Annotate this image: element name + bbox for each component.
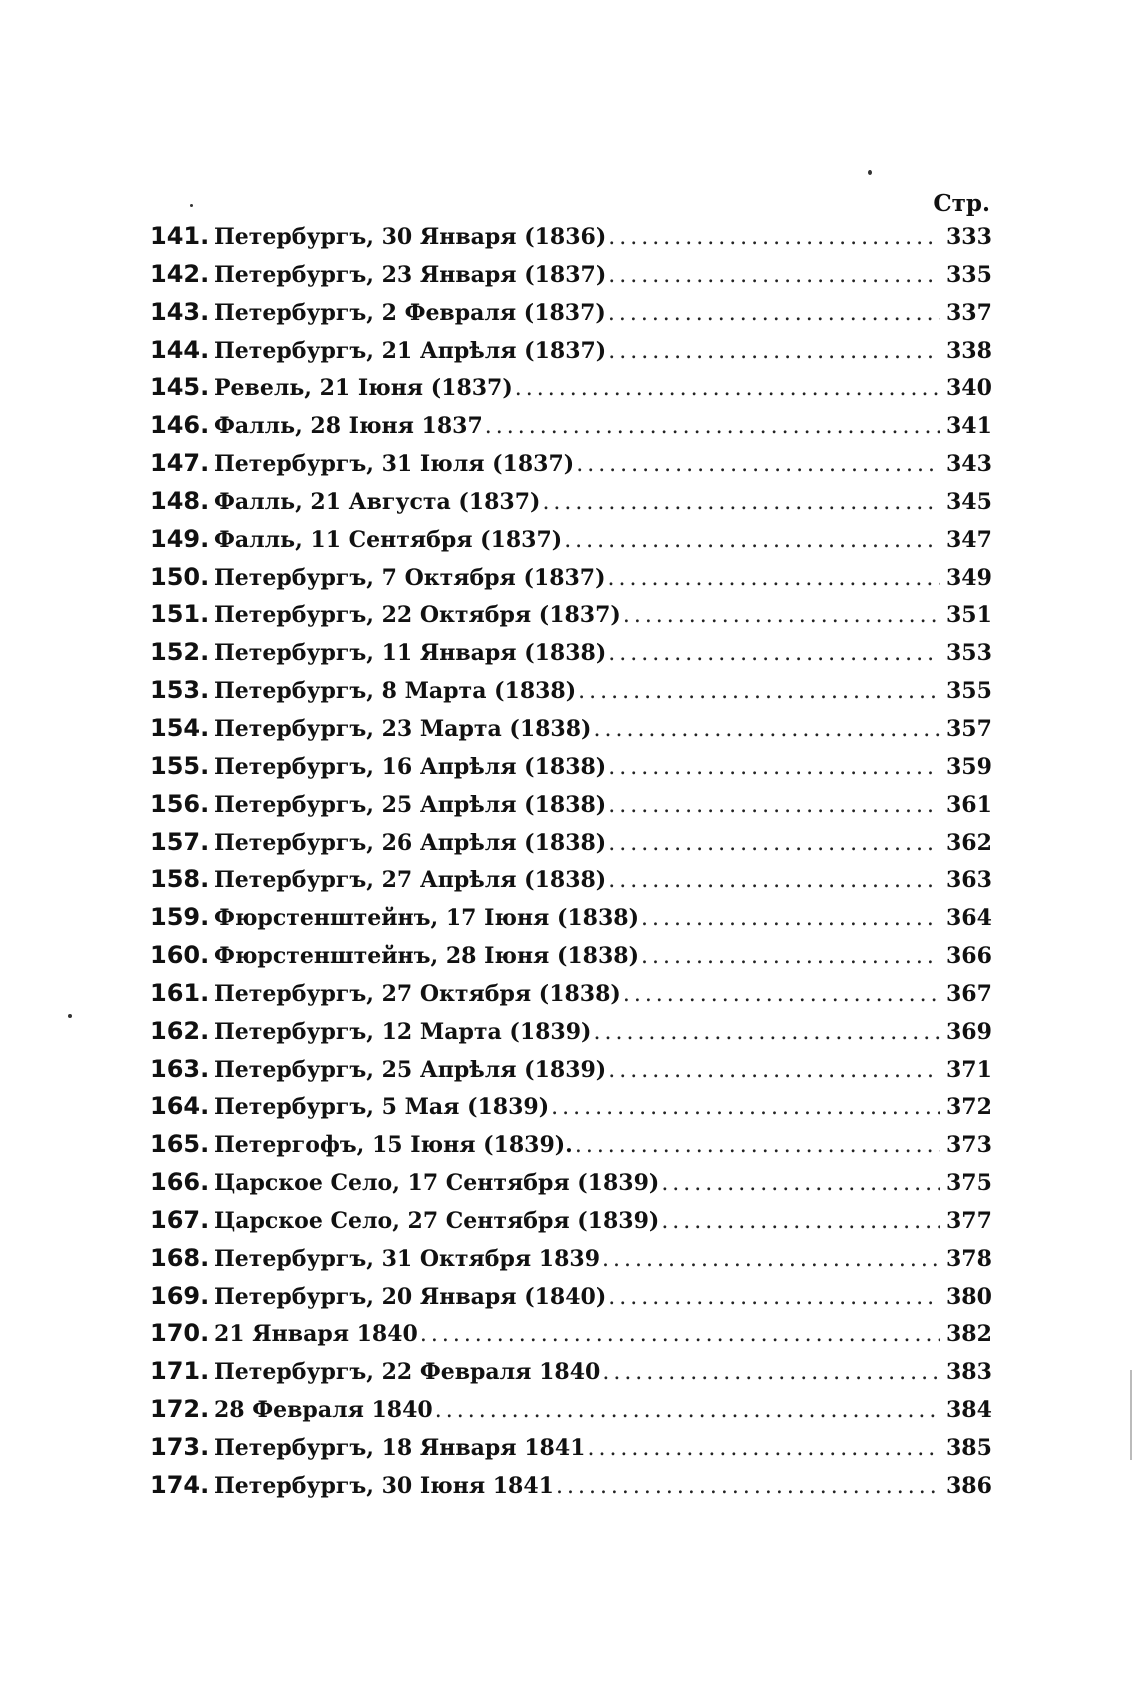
entry-title: Петербургъ, 23 Января (1837) (214, 261, 607, 288)
entry-page-number: 341 (946, 413, 992, 440)
entry-page-number: 364 (946, 905, 992, 932)
entry-number: 158. (150, 865, 210, 894)
entry-title: Петербургъ, 5 Мая (1839) (214, 1094, 550, 1121)
toc-entry (150, 1319, 990, 1357)
toc-entry (150, 563, 990, 601)
dot-leader (608, 641, 940, 666)
toc-entry (150, 487, 990, 525)
page-column-label: Стр. (933, 190, 990, 217)
dot-leader (608, 339, 940, 364)
entry-page-number: 366 (946, 943, 992, 970)
entry-number: 145. (150, 373, 210, 402)
entry-number: 160. (150, 941, 210, 970)
toc-entry (150, 373, 990, 411)
entry-number: 143. (150, 297, 210, 326)
entry-page-number: 369 (946, 1018, 992, 1045)
entry-number: 166. (150, 1168, 210, 1197)
entry-page-number: 345 (946, 488, 992, 515)
toc-entry (150, 1282, 990, 1320)
print-speck (68, 1014, 72, 1018)
dot-leader (556, 1474, 940, 1499)
dot-leader (608, 755, 940, 780)
toc-entry (150, 676, 990, 714)
entry-number: 151. (150, 600, 210, 629)
entry-title: Петербургъ, 18 Января 1841 (214, 1435, 586, 1461)
toc-entry (150, 828, 990, 866)
toc-entry (150, 1471, 990, 1509)
entry-title: Фюрстенштейнъ, 17 Іюня (1838) (214, 905, 640, 932)
toc-entry (150, 260, 990, 298)
entry-title: Петербургъ, 26 Апрѣля (1838) (214, 829, 607, 856)
toc-entry (150, 752, 990, 790)
entry-title: Петербургъ, 8 Марта (1838) (214, 678, 577, 705)
dot-leader (602, 1247, 940, 1272)
entry-title: Петербургъ, 22 Октября (1837) (214, 602, 621, 629)
entry-title: Фалль, 28 Іюня 1837 (214, 413, 483, 440)
entry-page-number: 378 (946, 1245, 992, 1272)
entry-title: Петербургъ, 25 Апрѣля (1838) (214, 791, 607, 818)
entry-number: 152. (150, 638, 210, 667)
dot-leader (593, 1020, 940, 1045)
entry-number: 141. (150, 222, 210, 250)
entry-title: Петербургъ, 23 Марта (1838) (214, 715, 592, 742)
toc-entry (150, 1055, 990, 1093)
entry-number: 148. (150, 486, 210, 515)
entry-number: 163. (150, 1054, 210, 1083)
toc-entry (150, 714, 990, 752)
entry-title: 21 Января 1840 (214, 1321, 418, 1348)
toc-entry (150, 600, 990, 638)
entry-title: Петербургъ, 27 Апрѣля (1838) (214, 867, 607, 894)
entry-number: 170. (150, 1319, 210, 1348)
dot-leader (661, 1209, 940, 1234)
entry-title: Петербургъ, 27 Октября (1838) (214, 980, 621, 1007)
entry-page-number: 361 (946, 791, 992, 818)
dot-leader (641, 906, 940, 931)
toc-entry (150, 1130, 990, 1168)
entry-title: Фюрстенштейнъ, 28 Іюня (1838) (214, 943, 640, 970)
entry-page-number: 372 (946, 1094, 992, 1121)
dot-leader (661, 1171, 940, 1196)
entry-number: 147. (150, 449, 210, 478)
entry-page-number: 338 (946, 337, 992, 364)
toc-entry (150, 941, 990, 979)
entry-page-number: 375 (946, 1170, 992, 1197)
entry-number: 155. (150, 751, 210, 780)
entry-number: 167. (150, 1205, 210, 1234)
entry-page-number: 349 (946, 564, 992, 591)
entry-page-number: 357 (946, 715, 992, 742)
entry-page-number: 377 (946, 1207, 992, 1234)
toc-entry (150, 1092, 990, 1130)
toc-entry (150, 903, 990, 941)
entry-page-number: 380 (946, 1283, 992, 1310)
dot-leader (576, 452, 940, 477)
toc-entry (150, 298, 990, 336)
toc-entry (150, 1244, 990, 1282)
entry-number: 162. (150, 1016, 210, 1045)
entry-page-number: 363 (946, 867, 992, 894)
entry-title: Петербургъ, 30 Января (1836) (214, 224, 607, 250)
dot-leader (602, 1360, 940, 1385)
entry-page-number: 371 (946, 1056, 992, 1083)
entry-number: 161. (150, 978, 210, 1007)
toc-entry (150, 449, 990, 487)
dot-leader (435, 1398, 940, 1423)
print-speck (868, 170, 872, 175)
toc-entry (150, 1206, 990, 1244)
entry-number: 156. (150, 789, 210, 818)
entry-page-number: 333 (946, 224, 992, 250)
toc-entry (150, 525, 990, 563)
entry-number: 164. (150, 1092, 210, 1121)
entry-title: Петергофъ, 15 Іюня (1839). (214, 1132, 573, 1159)
entry-page-number: 386 (946, 1472, 992, 1499)
entry-title: Петербургъ, 11 Января (1838) (214, 640, 607, 667)
dot-leader (608, 831, 940, 856)
toc-entry (150, 1017, 990, 1055)
toc-entry (150, 1433, 990, 1471)
entry-title: Петербургъ, 22 Февраля 1840 (214, 1359, 601, 1386)
dot-leader (623, 982, 940, 1007)
dot-leader (551, 1095, 940, 1120)
dot-leader (608, 1285, 940, 1310)
entry-title: Петербургъ, 21 Апрѣля (1837) (214, 337, 607, 364)
entry-number: 174. (150, 1470, 210, 1499)
entry-title: Петербургъ, 25 Апрѣля (1839) (214, 1056, 607, 1083)
entry-number: 173. (150, 1433, 210, 1461)
entry-page-number: 343 (946, 451, 992, 478)
dot-leader (608, 566, 940, 591)
entry-page-number: 383 (946, 1359, 992, 1386)
toc-entry (150, 336, 990, 374)
toc-entry (150, 1168, 990, 1206)
entry-number: 153. (150, 676, 210, 705)
dot-leader (608, 793, 940, 818)
entry-number: 171. (150, 1357, 210, 1386)
entry-title: Петербургъ, 31 Октября 1839 (214, 1245, 601, 1272)
entry-title: Царское Село, 17 Сентября (1839) (214, 1170, 660, 1197)
entry-page-number: 337 (946, 299, 992, 326)
dot-leader (608, 263, 940, 288)
print-speck (190, 204, 193, 207)
entry-title: 28 Февраля 1840 (214, 1397, 433, 1424)
dot-leader (608, 301, 940, 326)
entry-title: Петербургъ, 30 Іюня 1841 (214, 1472, 554, 1499)
dot-leader (623, 603, 940, 628)
toc-entry (150, 1395, 990, 1433)
entry-title: Ревель, 21 Іюня (1837) (214, 375, 513, 402)
entry-number: 146. (150, 411, 210, 440)
dot-leader (515, 376, 940, 401)
entry-page-number: 359 (946, 753, 992, 780)
entry-page-number: 347 (946, 526, 992, 553)
dot-leader (608, 1058, 940, 1083)
entry-page-number: 351 (946, 602, 992, 629)
dot-leader (578, 679, 940, 704)
dot-leader (420, 1322, 940, 1347)
entry-title: Петербургъ, 16 Апрѣля (1838) (214, 753, 607, 780)
entry-number: 172. (150, 1395, 210, 1424)
entry-page-number: 340 (946, 375, 992, 402)
entry-number: 157. (150, 827, 210, 856)
entry-title: Петербургъ, 20 Января (1840) (214, 1283, 607, 1310)
entry-page-number: 367 (946, 980, 992, 1007)
entry-page-number: 362 (946, 829, 992, 856)
toc-entry (150, 1357, 990, 1395)
table-of-contents (150, 222, 990, 1509)
entry-title: Фалль, 11 Сентября (1837) (214, 526, 563, 553)
entry-page-number: 385 (946, 1435, 992, 1461)
entry-title: Царское Село, 27 Сентября (1839) (214, 1207, 660, 1234)
toc-entry (150, 638, 990, 676)
dot-leader (564, 528, 940, 553)
entry-number: 144. (150, 335, 210, 364)
entry-title: Петербургъ, 31 Іюля (1837) (214, 451, 575, 478)
dot-leader (485, 414, 940, 439)
entry-number: 168. (150, 1243, 210, 1272)
entry-title: Петербургъ, 2 Февраля (1837) (214, 299, 606, 326)
dot-leader (593, 717, 940, 742)
entry-number: 142. (150, 259, 210, 288)
entry-number: 149. (150, 524, 210, 553)
toc-entry (150, 790, 990, 828)
entry-page-number: 373 (946, 1132, 992, 1159)
entry-title: Фалль, 21 Августа (1837) (214, 488, 541, 515)
toc-entry (150, 865, 990, 903)
dot-leader (587, 1436, 940, 1461)
entry-title: Петербургъ, 12 Марта (1839) (214, 1018, 592, 1045)
entry-page-number: 335 (946, 261, 992, 288)
dot-leader (641, 944, 940, 969)
entry-number: 165. (150, 1130, 210, 1159)
scan-edge-mark (1130, 1370, 1132, 1460)
toc-entry (150, 222, 990, 260)
entry-number: 159. (150, 903, 210, 932)
dot-leader (608, 225, 940, 250)
entry-number: 150. (150, 562, 210, 591)
entry-number: 154. (150, 713, 210, 742)
entry-page-number: 384 (946, 1397, 992, 1424)
dot-leader (575, 1133, 940, 1158)
dot-leader (608, 868, 940, 893)
entry-page-number: 382 (946, 1321, 992, 1348)
entry-page-number: 355 (946, 678, 992, 705)
entry-page-number: 353 (946, 640, 992, 667)
entry-number: 169. (150, 1281, 210, 1310)
toc-entry (150, 979, 990, 1017)
dot-leader (542, 490, 940, 515)
entry-title: Петербургъ, 7 Октября (1837) (214, 564, 606, 591)
toc-entry (150, 411, 990, 449)
